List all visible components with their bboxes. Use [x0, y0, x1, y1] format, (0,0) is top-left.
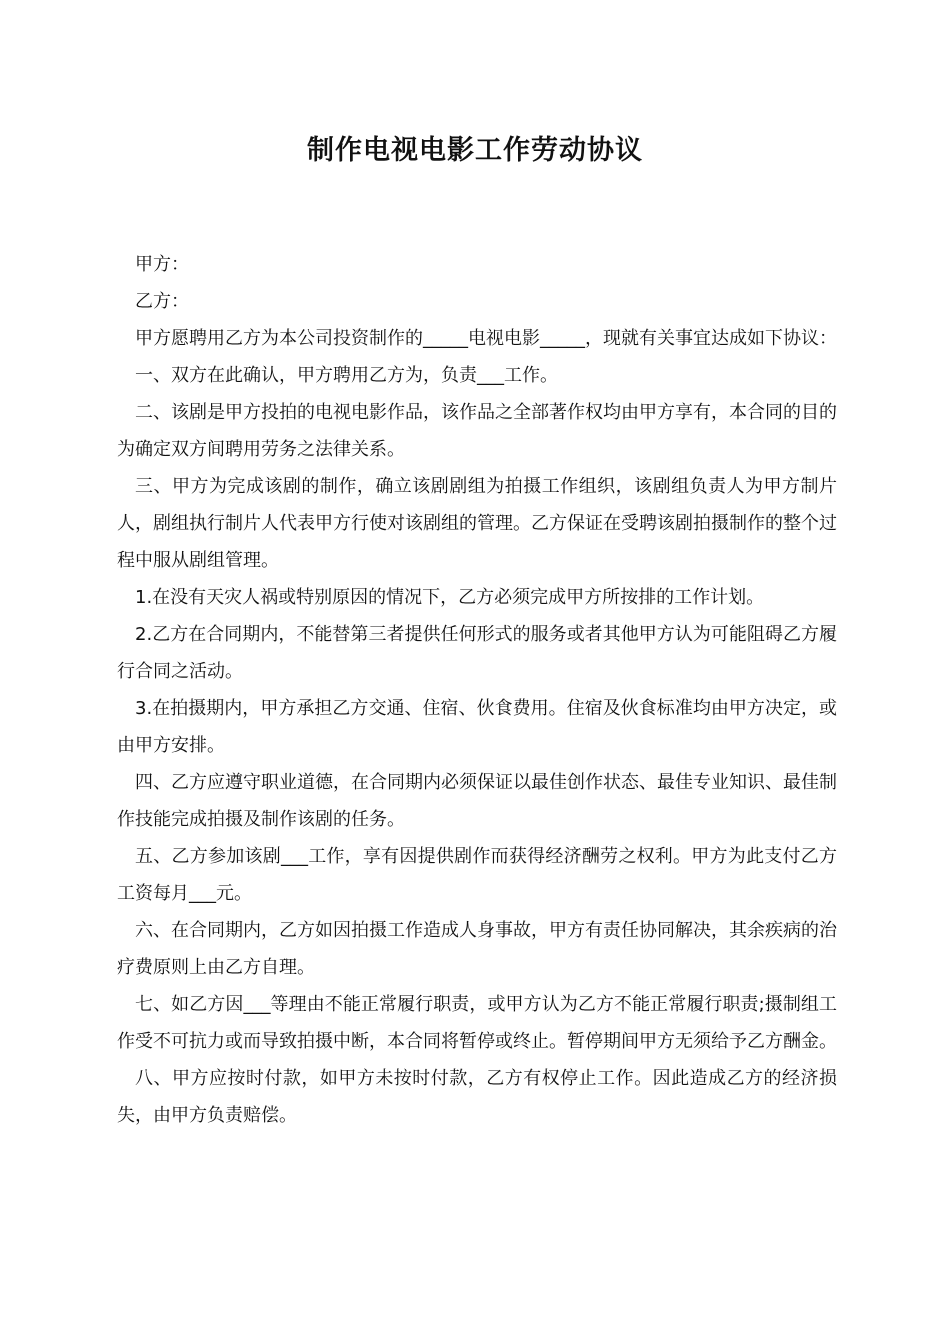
clause-3: 三、甲方为完成该剧的制作，确立该剧剧组为拍摄工作组织，该剧组负责人为甲方制片人，剧组执行制片人代表甲方行使对该剧组的管理。乙方保证在受聘该剧拍摄制作的整个过程中服从剧组管理。 — [117, 476, 837, 571]
clause-8: 八、甲方应按时付款，如甲方未按时付款，乙方有权停止工作。因此造成乙方的经济损失，由甲方负责赔偿。 — [117, 1068, 837, 1126]
clause-2: 二、该剧是甲方投拍的电视电影作品，该作品之全部著作权均由甲方享有，本合同的目的为确定双方间聘用劳务之法律关系。 — [117, 402, 837, 460]
clause-4: 四、乙方应遵守职业道德，在合同期内必须保证以最佳创作状态、最佳专业知识、最佳制作技能完成拍摄及制作该剧的任务。 — [117, 772, 837, 830]
party-a-line: 甲方： — [135, 254, 189, 275]
document-title: 制作电视电影工作劳动协议 — [307, 135, 643, 166]
clause-3-item-2: 2.乙方在合同期内，不能替第三者提供任何形式的服务或者其他甲方认为可能阻碍乙方履行合同之活动。 — [117, 624, 837, 682]
document-body — [117, 246, 837, 1134]
clause-5: 五、乙方参加该剧___工作，享有因提供剧作而获得经济酬劳之权利。甲方为此支付乙方工资每月___元。 — [117, 846, 837, 904]
clause-3-item-3: 3.在拍摄期内，甲方承担乙方交通、住宿、伙食费用。住宿及伙食标准均由甲方决定，或由甲方安排。 — [117, 698, 837, 756]
clause-3-item-1: 1.在没有天灾人祸或特别原因的情况下，乙方必须完成甲方所按排的工作计划。 — [135, 587, 765, 608]
clause-6: 六、在合同期内，乙方如因拍摄工作造成人身事故，甲方有责任协同解决，其余疾病的治疗费原则上由乙方自理。 — [117, 920, 837, 978]
clause-7: 七、如乙方因___等理由不能正常履行职责，或甲方认为乙方不能正常履行职责;摄制组工作受不可抗力或而导致拍摄中断，本合同将暂停或终止。暂停期间甲方无须给予乙方酬金。 — [117, 994, 837, 1052]
party-b-line: 乙方： — [135, 291, 189, 312]
intro-paragraph: 甲方愿聘用乙方为本公司投资制作的_____电视电影_____，现就有关事宜达成如下协议： — [135, 328, 837, 349]
clause-1: 一、双方在此确认，甲方聘用乙方为，负责___工作。 — [135, 365, 558, 386]
